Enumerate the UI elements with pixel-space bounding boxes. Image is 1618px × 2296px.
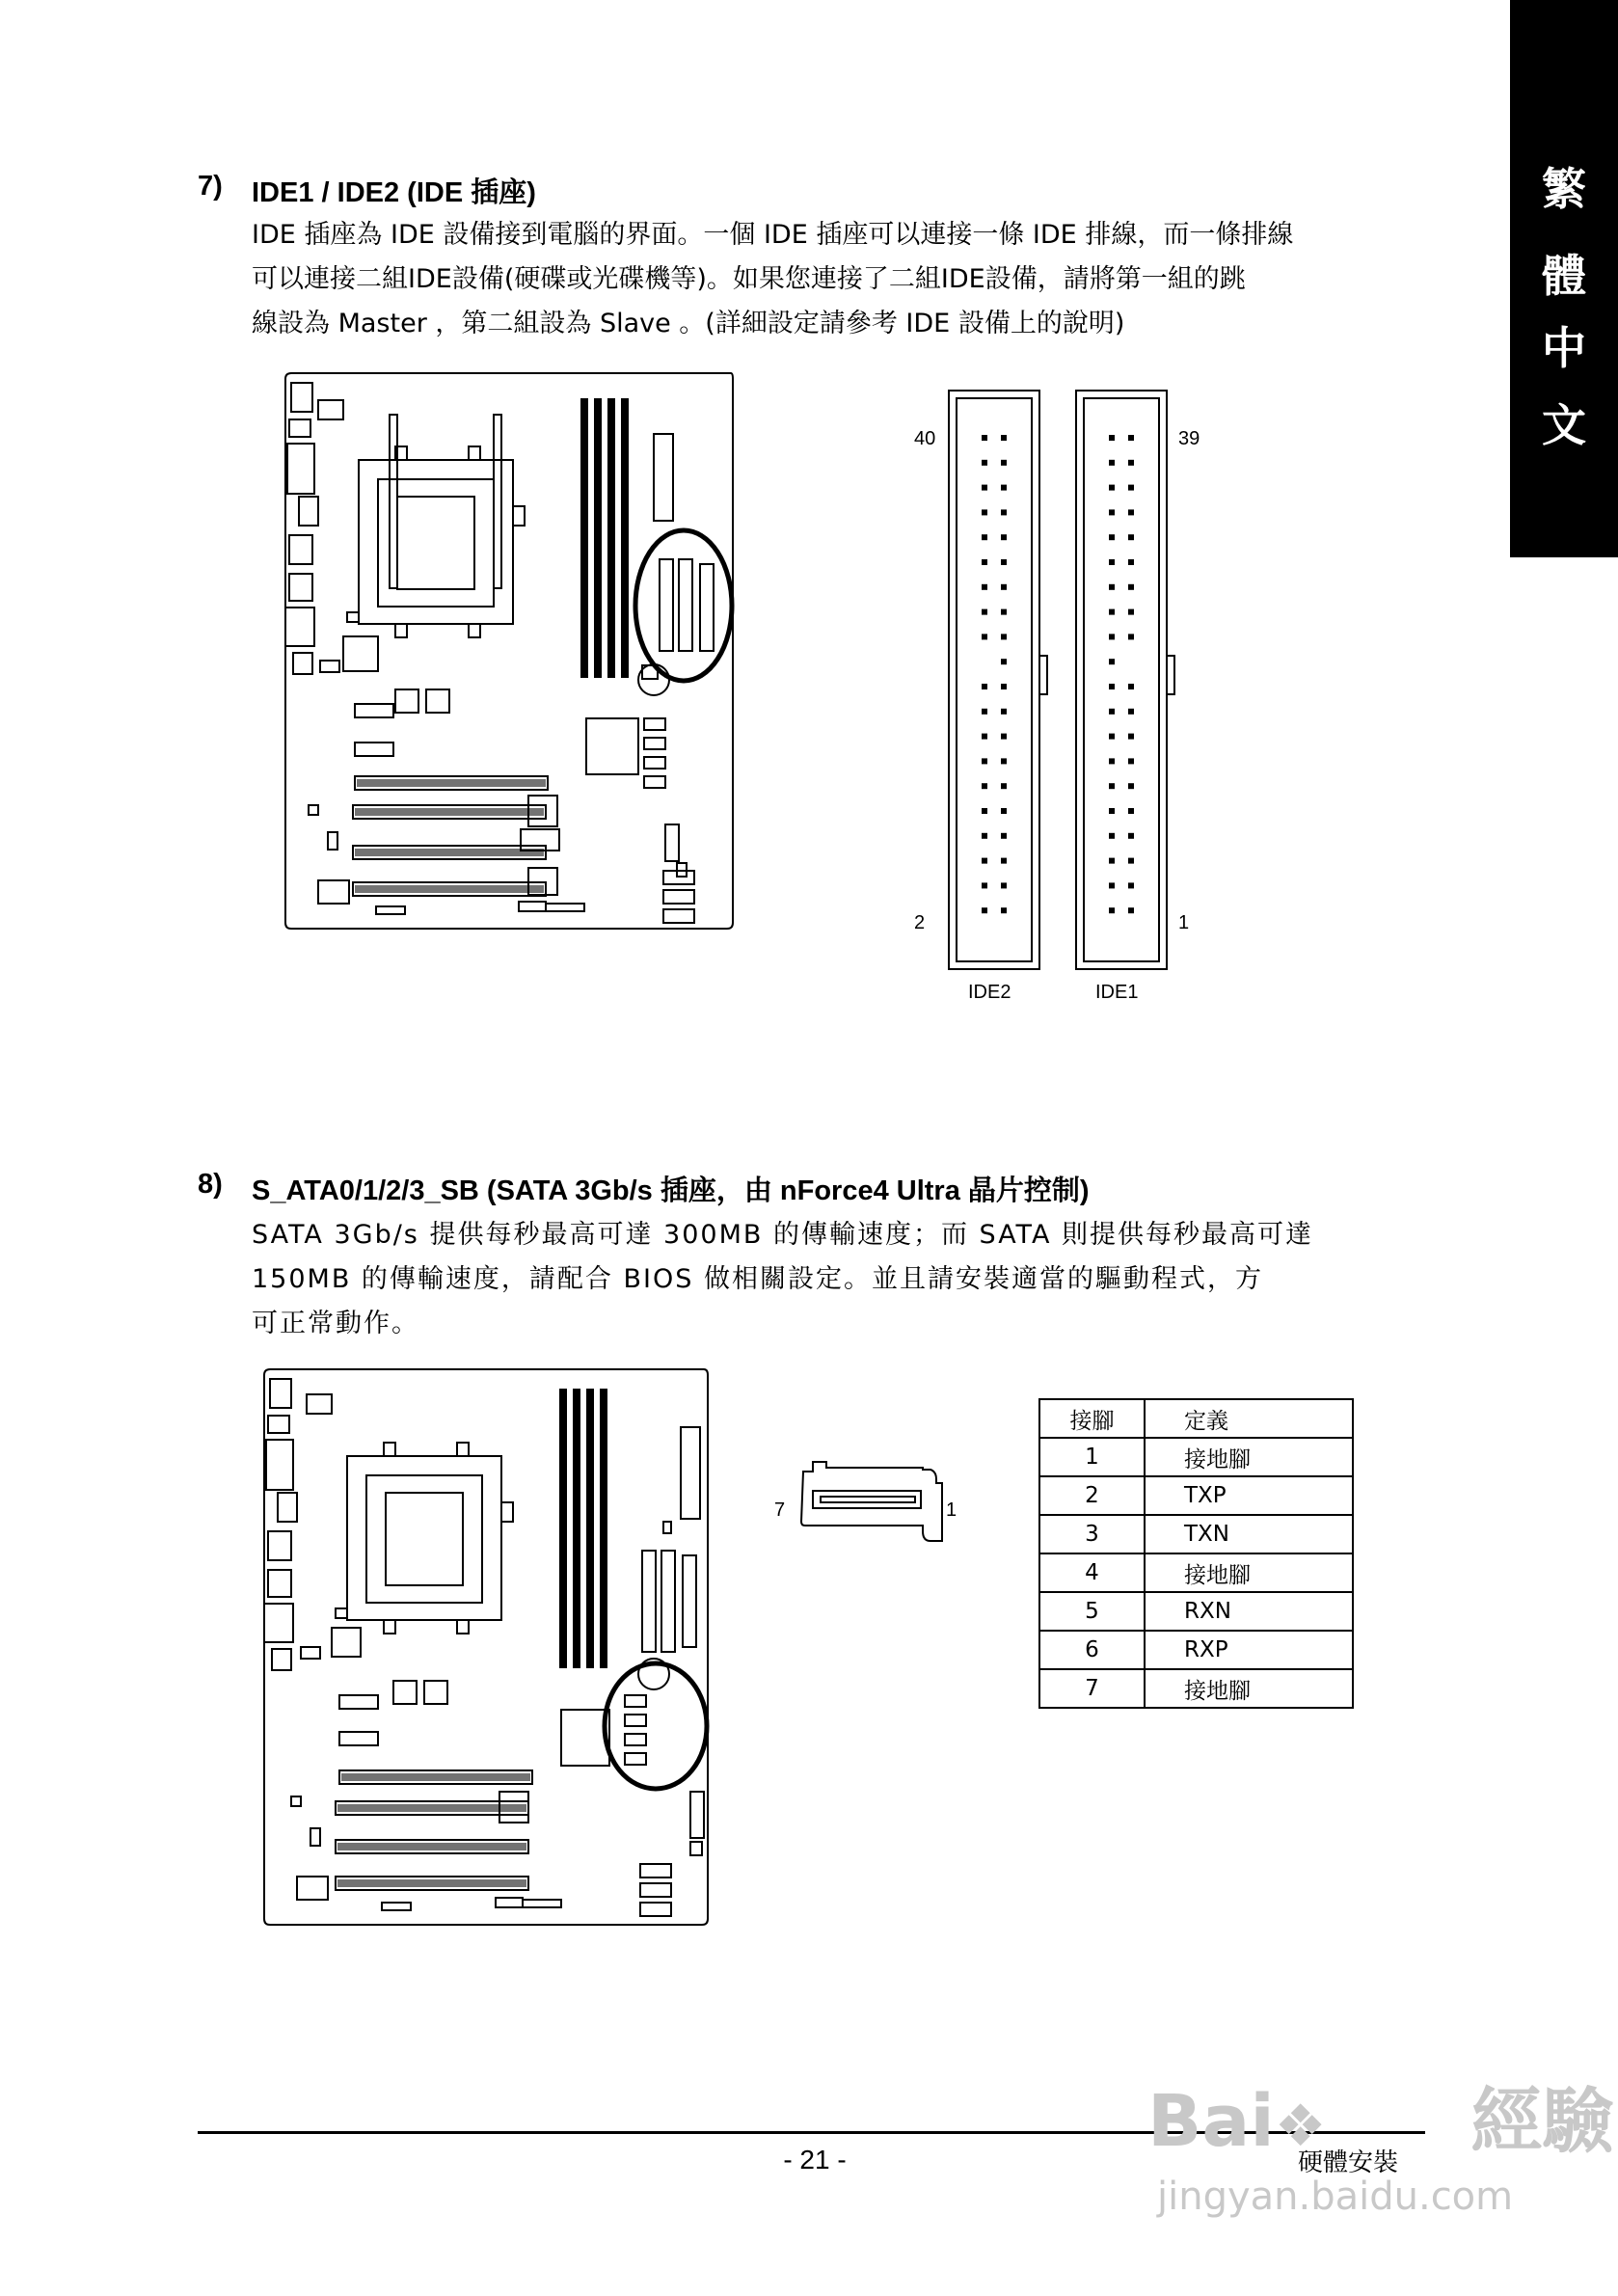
connector-pin bbox=[1001, 584, 1007, 590]
table-row bbox=[1039, 1515, 1353, 1553]
pin-number: 7 bbox=[1039, 1669, 1145, 1708]
watermark-brand-2: 經驗 bbox=[1470, 2080, 1614, 2163]
connector-pin bbox=[1001, 485, 1007, 491]
connector-pin bbox=[982, 584, 987, 590]
connector-pin bbox=[1109, 833, 1115, 839]
pin-definition: 接地腳 bbox=[1145, 1553, 1353, 1592]
connector-pin bbox=[982, 559, 987, 565]
body-line: 線設為 Master ，第二組設為 Slave 。(詳細設定請參考 IDE 設備上的說明) bbox=[252, 309, 1125, 338]
connector-pin bbox=[1001, 734, 1007, 740]
ide2-pin-grid bbox=[982, 435, 1007, 913]
connector-pin bbox=[1001, 907, 1007, 913]
connector-pin bbox=[982, 634, 987, 639]
section-7-title: IDE1 / IDE2 (IDE 插座) bbox=[252, 177, 536, 208]
ide-connector-pinout bbox=[906, 381, 1225, 1017]
connector-pin bbox=[1128, 485, 1134, 491]
pin-number: 1 bbox=[1039, 1438, 1145, 1476]
connector-pin bbox=[1001, 509, 1007, 515]
body-line: 可正常動作。 bbox=[252, 1309, 419, 1338]
table-row bbox=[1039, 1631, 1353, 1669]
connector-pin bbox=[1001, 460, 1007, 466]
connector-pin bbox=[1109, 609, 1115, 615]
connector-pin bbox=[1001, 758, 1007, 764]
connector-pin bbox=[1109, 734, 1115, 740]
section-7-body bbox=[252, 213, 1438, 346]
connector-pin bbox=[1109, 460, 1115, 466]
connector-pin bbox=[1128, 882, 1134, 888]
table-header-row bbox=[1039, 1399, 1353, 1438]
table-row bbox=[1039, 1476, 1353, 1515]
connector-pin bbox=[982, 907, 987, 913]
table-row bbox=[1039, 1669, 1353, 1708]
connector-pin bbox=[1001, 808, 1007, 814]
connector-pin bbox=[1128, 435, 1134, 441]
connector-pin bbox=[982, 783, 987, 789]
connector-pin bbox=[1001, 858, 1007, 864]
sata-pin-table bbox=[1038, 1398, 1354, 1709]
pin-number: 3 bbox=[1039, 1515, 1145, 1553]
lang-char: 中 bbox=[1542, 322, 1586, 374]
connector-pin bbox=[1128, 509, 1134, 515]
pin-definition: 接地腳 bbox=[1145, 1438, 1353, 1476]
connector-pin bbox=[1128, 907, 1134, 913]
body-line: IDE 插座為 IDE 設備接到電腦的界面。一個 IDE 插座可以連接一條 IDE 排線，而一條排線 bbox=[252, 220, 1294, 250]
connector-pin bbox=[982, 882, 987, 888]
connector-pin bbox=[1001, 709, 1007, 715]
ide1-label: IDE1 bbox=[1095, 982, 1139, 1003]
connector-pin bbox=[1109, 559, 1115, 565]
baidu-watermark bbox=[1147, 2080, 1614, 2219]
sata-pin-7-label: 7 bbox=[774, 1499, 786, 1521]
connector-pin bbox=[1109, 783, 1115, 789]
connector-pin bbox=[982, 858, 987, 864]
connector-pin bbox=[1128, 758, 1134, 764]
table-row bbox=[1039, 1553, 1353, 1592]
connector-pin bbox=[982, 758, 987, 764]
lang-char: 繁 bbox=[1542, 163, 1586, 215]
motherboard-diagram-sata bbox=[258, 1367, 721, 1931]
pin-number: 4 bbox=[1039, 1553, 1145, 1592]
connector-pin bbox=[1128, 534, 1134, 540]
connector-pin bbox=[982, 709, 987, 715]
connector-pin bbox=[1128, 734, 1134, 740]
connector-pin bbox=[1128, 808, 1134, 814]
connector-pin bbox=[1109, 808, 1115, 814]
pin-definition: TXP bbox=[1145, 1476, 1353, 1515]
connector-pin bbox=[1128, 709, 1134, 715]
connector-pin bbox=[1128, 858, 1134, 864]
connector-pin bbox=[982, 460, 987, 466]
pin-number: 6 bbox=[1039, 1631, 1145, 1669]
connector-pin bbox=[1109, 709, 1115, 715]
connector-pin bbox=[1001, 659, 1007, 664]
page-number: - 21 - bbox=[783, 2145, 847, 2174]
body-line: 可以連接二組IDE設備(硬碟或光碟機等)。如果您連接了二組IDE設備，請將第一組的跳 bbox=[252, 264, 1246, 294]
connector-pin bbox=[982, 734, 987, 740]
connector-pin bbox=[1001, 882, 1007, 888]
ide1-top-pin-number: 39 bbox=[1178, 428, 1200, 449]
table-header-definition: 定義 bbox=[1145, 1399, 1353, 1438]
connector-pin bbox=[1128, 584, 1134, 590]
connector-pin bbox=[1001, 609, 1007, 615]
connector-pin bbox=[1001, 684, 1007, 689]
connector-pin bbox=[982, 808, 987, 814]
connector-pin bbox=[1128, 634, 1134, 639]
connector-pin bbox=[1128, 559, 1134, 565]
connector-pin bbox=[982, 435, 987, 441]
pin-definition: 接地腳 bbox=[1145, 1669, 1353, 1708]
lang-char: 體 bbox=[1542, 250, 1586, 302]
table-header-pin: 接腳 bbox=[1039, 1399, 1145, 1438]
footer-section-name: 硬體安裝 bbox=[1298, 2148, 1399, 2177]
connector-pin bbox=[1128, 609, 1134, 615]
connector-pin bbox=[982, 509, 987, 515]
ide2-top-pin-number: 40 bbox=[914, 428, 936, 449]
body-line: 150MB 的傳輸速度，請配合 BIOS 做相關設定。並且請安裝適當的驅動程式，方 bbox=[252, 1264, 1263, 1294]
connector-pin bbox=[982, 485, 987, 491]
table-row bbox=[1039, 1592, 1353, 1631]
body-line: SATA 3Gb/s 提供每秒最高可達 300MB 的傳輸速度；而 SATA 則提供每秒最高可達 bbox=[252, 1220, 1314, 1250]
connector-pin bbox=[1128, 833, 1134, 839]
connector-pin bbox=[1109, 907, 1115, 913]
connector-pin bbox=[1109, 509, 1115, 515]
connector-pin bbox=[1109, 534, 1115, 540]
connector-pin bbox=[982, 534, 987, 540]
section-8-body bbox=[252, 1213, 1438, 1346]
pin-definition: TXN bbox=[1145, 1515, 1353, 1553]
ide2-label: IDE2 bbox=[968, 982, 1011, 1003]
connector-pin bbox=[1109, 684, 1115, 689]
connector-pin bbox=[1001, 435, 1007, 441]
ide1-pin-grid bbox=[1109, 435, 1134, 913]
pin-number: 2 bbox=[1039, 1476, 1145, 1515]
connector-pin bbox=[1001, 634, 1007, 639]
motherboard-diagram-ide bbox=[280, 371, 742, 935]
watermark-brand: Bai bbox=[1147, 2080, 1275, 2163]
sata-pin-1-label: 1 bbox=[946, 1499, 957, 1521]
section-8-number: 8) bbox=[198, 1169, 223, 1200]
language-tab bbox=[1510, 0, 1618, 557]
connector-pin bbox=[982, 609, 987, 615]
connector-pin bbox=[1109, 584, 1115, 590]
ide2-bottom-pin-number: 2 bbox=[914, 912, 926, 933]
pin-definition: RXN bbox=[1145, 1592, 1353, 1631]
connector-pin bbox=[982, 684, 987, 689]
sata-connector-diagram bbox=[767, 1454, 979, 1551]
section-7-number: 7) bbox=[198, 171, 223, 202]
paw-icon: ❖ bbox=[1274, 2093, 1327, 2160]
connector-pin bbox=[1109, 485, 1115, 491]
connector-pin bbox=[1109, 634, 1115, 639]
connector-pin bbox=[1001, 559, 1007, 565]
connector-pin bbox=[1109, 858, 1115, 864]
connector-pin bbox=[1109, 435, 1115, 441]
connector-pin bbox=[1109, 659, 1115, 664]
connector-pin bbox=[1128, 783, 1134, 789]
section-8-title: S_ATA0/1/2/3_SB (SATA 3Gb/s 插座，由 nForce4 Ultra 晶片控制) bbox=[252, 1175, 1090, 1206]
connector-pin bbox=[1001, 783, 1007, 789]
connector-pin bbox=[1001, 833, 1007, 839]
lang-char: 文 bbox=[1542, 399, 1586, 451]
connector-pin bbox=[1128, 460, 1134, 466]
ide1-bottom-pin-number: 1 bbox=[1178, 912, 1190, 933]
pin-definition: RXP bbox=[1145, 1631, 1353, 1669]
pin-number: 5 bbox=[1039, 1592, 1145, 1631]
connector-pin bbox=[982, 833, 987, 839]
watermark-url: jingyan.baidu.com bbox=[1157, 2174, 1514, 2219]
table-row bbox=[1039, 1438, 1353, 1476]
connector-pin bbox=[1128, 684, 1134, 689]
connector-pin bbox=[1109, 882, 1115, 888]
connector-pin bbox=[1109, 758, 1115, 764]
connector-pin bbox=[1001, 534, 1007, 540]
